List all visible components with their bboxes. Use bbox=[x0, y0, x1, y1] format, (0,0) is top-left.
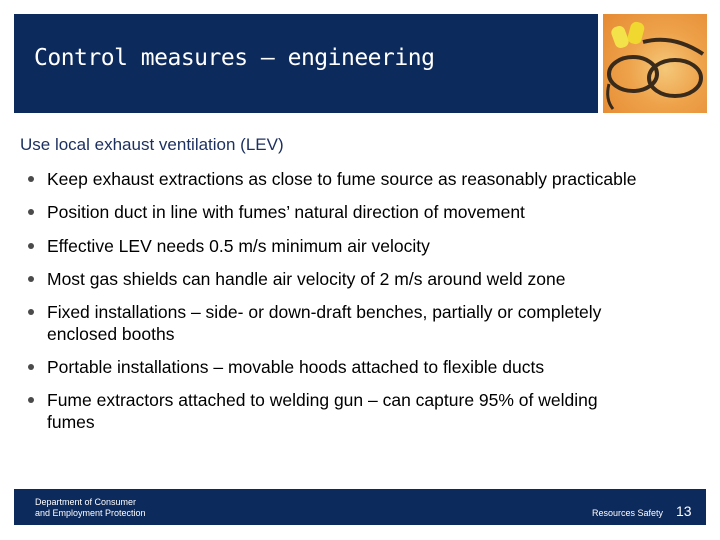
bullet-item bbox=[28, 201, 688, 223]
bullet-text: Keep exhaust extractions as close to fume source as reasonably practicable bbox=[47, 169, 637, 189]
footer-organization bbox=[35, 497, 146, 519]
bullet-dot-icon bbox=[28, 309, 34, 315]
footer-division: Resources Safety bbox=[592, 508, 664, 518]
bullet-dot-icon bbox=[28, 276, 34, 282]
safety-glasses-icon bbox=[603, 14, 707, 113]
subheading: Use local exhaust ventilation (LEV) bbox=[20, 135, 284, 154]
bullet-text: Fixed installations – side- or down-draft benches, partially or completely enclosed booths bbox=[47, 302, 602, 344]
bullet-item bbox=[28, 268, 688, 290]
slide-title: Control measures – engineering bbox=[34, 45, 435, 71]
bullet-dot-icon bbox=[28, 176, 34, 182]
safety-glasses-earplugs-photo bbox=[603, 14, 707, 113]
footer-org-line2: and Employment Protection bbox=[35, 508, 146, 518]
bullet-dot-icon bbox=[28, 209, 34, 215]
bullet-dot-icon bbox=[28, 397, 34, 403]
bullet-text: Portable installations – movable hoods attached to flexible ducts bbox=[47, 357, 545, 377]
bullet-dot-icon bbox=[28, 243, 34, 249]
bullet-item bbox=[28, 301, 688, 345]
bullet-item bbox=[28, 168, 688, 190]
bullet-text: Position duct in line with fumes’ natural direction of movement bbox=[47, 202, 525, 222]
bullet-text: Fume extractors attached to welding gun – can capture 95% of welding fumes bbox=[47, 390, 598, 432]
bullet-item bbox=[28, 389, 688, 433]
footer-org-line1: Department of Consumer bbox=[35, 497, 137, 507]
bullet-dot-icon bbox=[28, 364, 34, 370]
bullet-list bbox=[28, 168, 688, 433]
bullet-item bbox=[28, 235, 688, 257]
bullet-text: Most gas shields can handle air velocity of 2 m/s around weld zone bbox=[47, 269, 566, 289]
page-number: 13 bbox=[676, 503, 692, 519]
bullet-item bbox=[28, 356, 688, 378]
bullet-text: Effective LEV needs 0.5 m/s minimum air velocity bbox=[47, 236, 430, 256]
